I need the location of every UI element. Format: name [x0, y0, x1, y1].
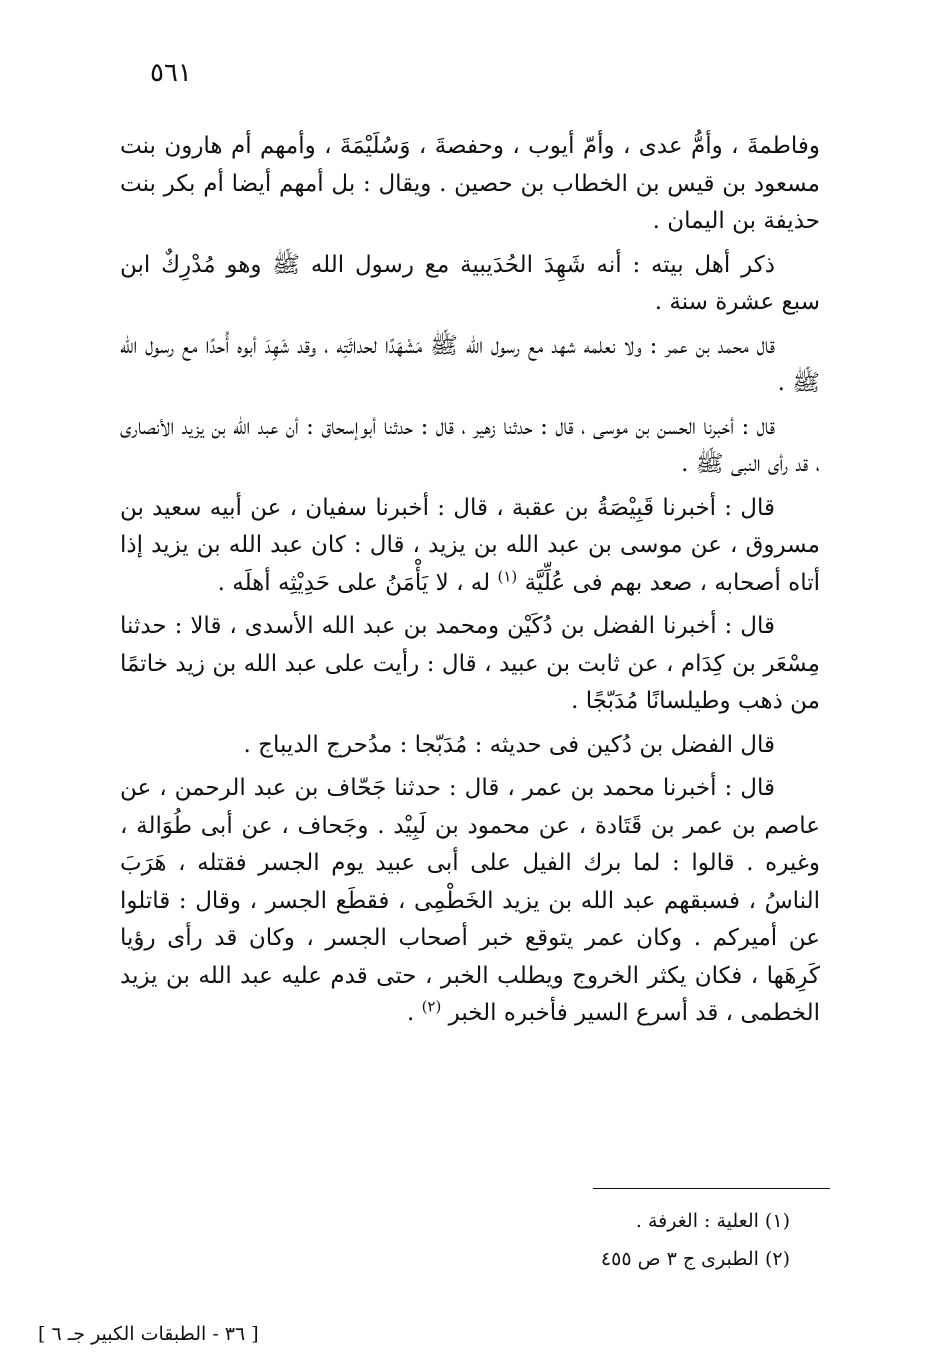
- paragraph: قال محمد بن عمر : ولا نعلمه شهد مع رسول الله ﷺ مَشْهَدًا لحداثَتِه ، وقد شَهِدَ أبوه أُحدًا مع رسول الله ﷺ .: [120, 332, 820, 396]
- paragraph: قال : أخبرنا الفضل بن دُكَيْن ومحمد بن عبد الله الأسدى ، قالا : حدثنا مِسْعَر بن كِدَام ، عن ثابت بن عبيد ، قال : رأيت على عبد الله بن زيد خاتمًا من ذهب وطيلسانًا مُدَبّجًا .: [120, 613, 820, 714]
- body-text: [120, 128, 820, 1039]
- footnote-reference: (٢): [421, 997, 442, 1016]
- footnote-divider: [593, 1188, 830, 1189]
- paragraph: قال الفضل بن دُكين فى حديثه : مُدَبّجا : مدُحرج الديباج .: [243, 731, 775, 758]
- paragraph-text: قال : أخبرنا قَبِيْصَةُ بن عقبة ، قال : أخبرنا سفيان ، عن أبيه سعيد بن مسروق ، عن موسى بن عبد الله بن يزيد ، قال : كان عبد الله بن يزيد إذا أتاه أصحابه ، صعد بهم فى عُلِّيَّة: [120, 494, 820, 596]
- paragraph-with-note: [120, 770, 820, 1033]
- paragraph-with-note: [120, 490, 820, 603]
- running-footer: [ ٣٦ - الطبقات الكبير جـ ٦ ]: [38, 1323, 259, 1345]
- paragraph: وفاطمةَ ، وأمُّ عدى ، وأمّ أيوب ، وحفصةَ ، وَسُلَيْمَةَ ، وأمهم أم هارون بنت مسعود بن قيس بن الخطاب بن حصين . ويقال : بل أمهم أيضا أم بكر بنت حذيفة بن اليمان .: [120, 133, 820, 234]
- footnotes: [601, 1202, 790, 1278]
- footnote-reference: (١): [497, 566, 518, 585]
- page-number: ٥٦١: [150, 58, 192, 88]
- paragraph: ذكر أهل بيته : أنه شَهِدَ الحُدَيبية مع رسول الله ﷺ وهو مُدْرِكٌ ابن سبع عشرة سنة .: [120, 251, 820, 315]
- footnote: (١) العلية : الغرفة .: [635, 1210, 790, 1232]
- paragraph-text-tail: .: [406, 1000, 415, 1026]
- paragraph: قال : أخبرنا الحسن بن موسى ، قال : حدثنا زهير ، قال : حدثنا أبوإسحاق : أن عبد الله بن يزيد الأنصارى ، قد رأى النبى ﷺ .: [120, 413, 820, 477]
- footnote: (٢) الطبرى ج ٣ ص ٤٥٥: [600, 1248, 790, 1270]
- paragraph-text-tail: له ، لا يَأْمَنُ على حَدِيْثِه أهلَه .: [217, 569, 491, 596]
- paragraph-text: قال : أخبرنا محمد بن عمر ، قال : حدثنا جَحّاف بن عبد الرحمن ، عن عاصم بن عمر بن قَتَادة ، عن محمود بن لَبِيْد . وجَحاف ، عن أبى طُوَالة ، وغيره . قالوا : لما برك الفيل على أبى عبيد يوم الجسر فقتله ، هَرَبَ الناسُ ، فسبقهم عبد الله بن يزيد الخَطْمِى ، فقطَع الجسر ، وقال : قاتلوا عن أميركم . وكان عمر يتوقع خبر أصحاب الجسر ، وكان قد رأى رؤيا كَرِهَها ، فكان يكثر الخروج ويطلب الخبر ، حتى قدم عليه عبد الله بن يزيد الخطمى ، قد أسرع السير فأخبره الخبر: [120, 775, 820, 1026]
